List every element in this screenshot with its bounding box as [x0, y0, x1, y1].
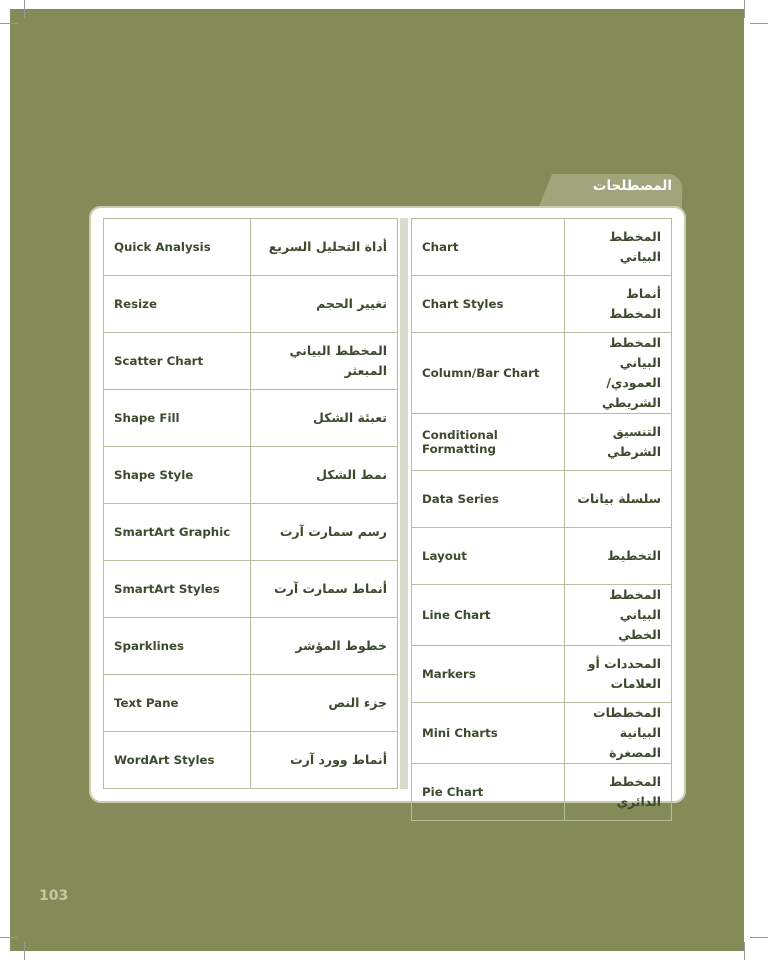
- term-english: Markers: [412, 646, 565, 703]
- term-english: Chart Styles: [412, 276, 565, 333]
- term-arabic: نمط الشكل: [251, 447, 398, 504]
- term-english: SmartArt Styles: [104, 561, 251, 618]
- term-arabic: أنماط سمارت آرت: [251, 561, 398, 618]
- term-english: Mini Charts: [412, 703, 565, 764]
- term-arabic: تغيير الحجم: [251, 276, 398, 333]
- term-arabic: المخططات البيانية المصغرة: [565, 703, 672, 764]
- table-row: [104, 504, 398, 561]
- term-arabic: المخطط الدائري: [565, 764, 672, 821]
- crop-mark: [24, 0, 25, 18]
- term-english: Quick Analysis: [104, 219, 251, 276]
- term-arabic: خطوط المؤشر: [251, 618, 398, 675]
- table-row: [412, 471, 672, 528]
- term-english: Data Series: [412, 471, 565, 528]
- table-row: [104, 447, 398, 504]
- crop-mark: [750, 23, 768, 24]
- term-arabic: المخطط البياني العمودي/ الشريطي: [565, 333, 672, 414]
- term-english: Resize: [104, 276, 251, 333]
- glossary-table-left: [103, 218, 398, 789]
- crop-mark: [24, 942, 25, 960]
- table-row: [104, 390, 398, 447]
- crop-mark: [0, 23, 18, 24]
- term-arabic: المحددات أو العلامات: [565, 646, 672, 703]
- term-arabic: جزء النص: [251, 675, 398, 732]
- crop-mark: [750, 937, 768, 938]
- table-row: [412, 646, 672, 703]
- table-row: [104, 219, 398, 276]
- term-english: SmartArt Graphic: [104, 504, 251, 561]
- term-english: Conditional Formatting: [412, 414, 565, 471]
- term-arabic: التنسيق الشرطي: [565, 414, 672, 471]
- table-row: [412, 528, 672, 585]
- term-arabic: أنماط المخطط: [565, 276, 672, 333]
- term-english: Scatter Chart: [104, 333, 251, 390]
- column-divider: [400, 218, 408, 789]
- term-english: Line Chart: [412, 585, 565, 646]
- table-row: [412, 276, 672, 333]
- term-english: Layout: [412, 528, 565, 585]
- table-row: [412, 333, 672, 414]
- term-english: Shape Style: [104, 447, 251, 504]
- term-english: WordArt Styles: [104, 732, 251, 789]
- table-row: [104, 675, 398, 732]
- term-arabic: المخطط البياني المبعثر: [251, 333, 398, 390]
- crop-mark: [0, 937, 18, 938]
- term-arabic: المخطط البياني الخطي: [565, 585, 672, 646]
- table-row: [104, 276, 398, 333]
- crop-mark: [744, 942, 745, 960]
- term-arabic: المخطط البياني: [565, 219, 672, 276]
- term-arabic: أداة التحليل السريع: [251, 219, 398, 276]
- table-row: [412, 219, 672, 276]
- section-title: المصطلحات: [592, 178, 672, 194]
- term-english: Shape Fill: [104, 390, 251, 447]
- term-arabic: رسم سمارت آرت: [251, 504, 398, 561]
- term-english: Pie Chart: [412, 764, 565, 821]
- table-row: [412, 703, 672, 764]
- term-arabic: سلسلة بيانات: [565, 471, 672, 528]
- term-english: Sparklines: [104, 618, 251, 675]
- table-row: [412, 764, 672, 821]
- glossary-table-right: [411, 218, 672, 821]
- table-row: [104, 561, 398, 618]
- term-english: Column/Bar Chart: [412, 333, 565, 414]
- table-row: [104, 732, 398, 789]
- crop-mark: [744, 0, 745, 18]
- table-row: [104, 333, 398, 390]
- term-arabic: تعبئة الشكل: [251, 390, 398, 447]
- table-row: [412, 585, 672, 646]
- term-arabic: أنماط وورد آرت: [251, 732, 398, 789]
- table-row: [412, 414, 672, 471]
- term-arabic: التخطيط: [565, 528, 672, 585]
- term-english: Text Pane: [104, 675, 251, 732]
- term-english: Chart: [412, 219, 565, 276]
- table-row: [104, 618, 398, 675]
- page-number: 103: [39, 888, 69, 904]
